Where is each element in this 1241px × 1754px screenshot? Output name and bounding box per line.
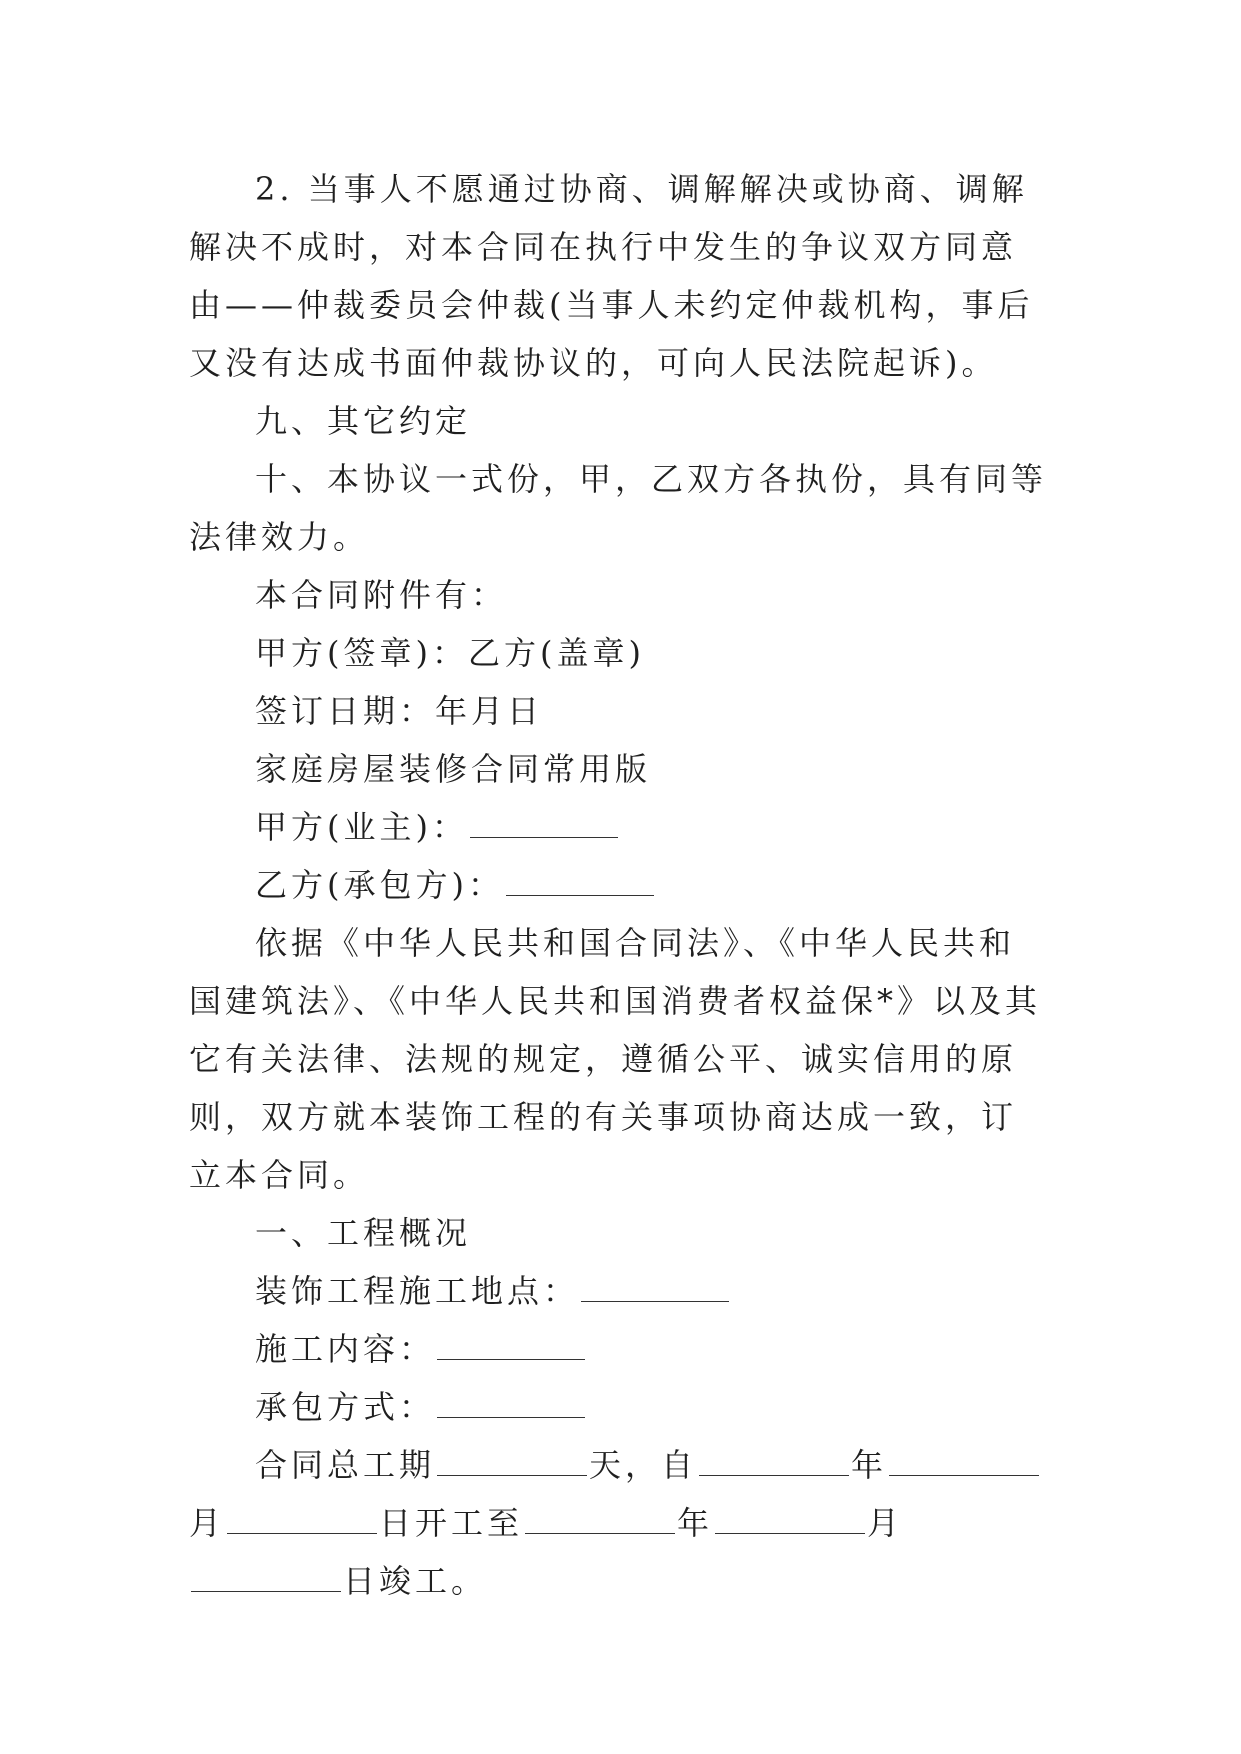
construction-content-blank[interactable] — [437, 1331, 585, 1360]
paragraph-arbitration: 2. 当事人不愿通过协商、调解解决或协商、调解解决不成时，对本合同在执行中发生的争议双方同意由——仲裁委员会仲裁(当事人未约定仲裁机构，事后又没有达成书面仲裁协议的，可向人民法院起诉)。 — [189, 170, 1034, 382]
construction-content-line — [189, 1320, 1049, 1378]
site-location-label: 装饰工程施工地点： — [255, 1272, 580, 1310]
site-location-blank[interactable] — [581, 1273, 729, 1302]
period-label-days-from: 天，自 — [589, 1446, 698, 1484]
paragraph-copies: 十、本协议一式份，甲，乙双方各执份，具有同等法律效力。 — [189, 460, 1048, 556]
paragraph-legal-basis: 依据《中华人民共和国合同法》、《中华人民共和国建筑法》、《中华人民共和国消费者权益保*》以及其它有关法律、法规的规定，遵循公平、诚实信用的原则，双方就本装饰工程的有关事项协商达成一致，订立本合同。 — [189, 924, 1042, 1194]
end-year-blank[interactable] — [525, 1505, 675, 1534]
end-day-blank[interactable] — [191, 1563, 341, 1592]
paragraph-signatures: 甲方(签章)：乙方(盖章) — [255, 634, 645, 672]
period-label-start-to: 日开工至 — [379, 1504, 524, 1542]
party-b-blank[interactable] — [506, 867, 654, 896]
document-page — [189, 160, 1049, 1610]
period-days-blank[interactable] — [437, 1447, 587, 1476]
contract-method-blank[interactable] — [437, 1389, 585, 1418]
construction-content-label: 施工内容： — [255, 1330, 436, 1368]
period-label-month-1: 月 — [189, 1504, 226, 1542]
contract-method-line — [189, 1378, 1049, 1436]
paragraph-sign-date: 签订日期：年月日 — [255, 692, 544, 730]
heading-project-overview: 一、工程概况 — [255, 1214, 472, 1252]
paragraph-attachments: 本合同附件有： — [255, 576, 508, 614]
period-label-month-2: 月 — [867, 1504, 904, 1542]
period-label-completion: 日竣工。 — [343, 1562, 488, 1600]
party-b-label: 乙方(承包方)： — [255, 866, 504, 904]
start-month-blank[interactable] — [889, 1447, 1039, 1476]
document-title: 家庭房屋装修合同常用版 — [255, 750, 652, 788]
heading-other-agreements: 九、其它约定 — [255, 402, 472, 440]
contract-period-paragraph — [189, 1436, 1049, 1610]
contract-method-label: 承包方式： — [255, 1388, 436, 1426]
end-month-blank[interactable] — [715, 1505, 865, 1534]
party-a-label: 甲方(业主)： — [255, 808, 468, 846]
start-day-blank[interactable] — [227, 1505, 377, 1534]
party-a-line — [189, 798, 1049, 856]
period-label-total: 合同总工期 — [255, 1446, 436, 1484]
site-location-line — [189, 1262, 1049, 1320]
period-label-year-1: 年 — [851, 1446, 888, 1484]
party-a-blank[interactable] — [470, 809, 618, 838]
party-b-line — [189, 856, 1049, 914]
start-year-blank[interactable] — [699, 1447, 849, 1476]
period-label-year-2: 年 — [677, 1504, 714, 1542]
